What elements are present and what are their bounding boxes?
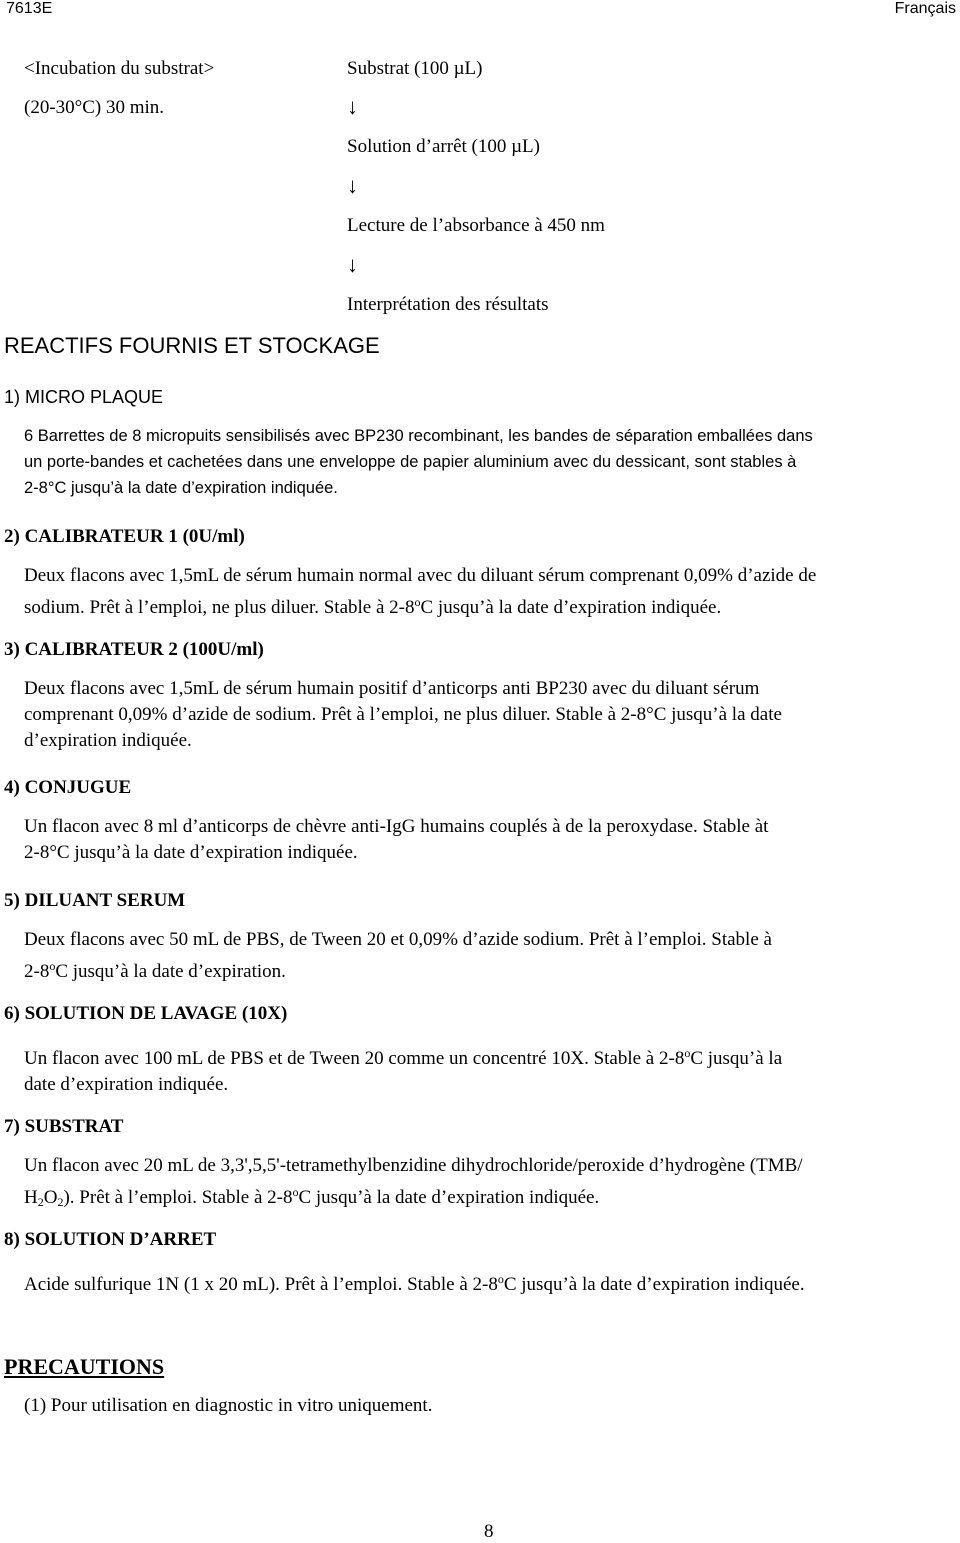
item-heading-calibrateur-2: 3) CALIBRATEUR 2 (100U/ml) — [4, 639, 264, 660]
page-number: 8 — [484, 1521, 494, 1542]
flow-step-lecture: Lecture de l’absorbance à 450 nm — [347, 215, 605, 236]
item-heading-conjugue: 4) CONJUGUE — [4, 777, 132, 798]
section-title-precautions: PRECAUTIONS — [4, 1354, 165, 1379]
item-text-calibrateur-2: Deux flacons avec 1,5mL de sérum humain positif d’anticorps anti BP230 avec du diluant sérum comprenant 0,09% d’azide de sodium. Prêt à l’emploi, ne plus diluer. Stable à 2-8°C jusqu’à la date d’expiration indiquée. — [24, 678, 782, 751]
item-heading-micro-plaque: 1) MICRO PLAQUE — [4, 387, 164, 407]
item-text-conjugue: Un flacon avec 8 ml d’anticorps de chèvre anti-IgG humains couplés à de la peroxydase. Stable àt 2-8°C jusqu’à la date d’expiration indiquée. — [24, 816, 769, 863]
flow-step-arret: Solution d’arrêt (100 µL) — [347, 136, 540, 157]
item-text-diluant-serum: Deux flacons avec 50 mL de PBS, de Tween 20 et 0,09% d’azide sodium. Prêt à l’emploi. Stable à 2-8$^o$C jusqu’à la date d’expiration. — [24, 929, 772, 982]
item-text-micro-plaque: 6 Barrettes de 8 micropuits sensibilisés avec BP230 recombinant, les bandes de séparation emballées dans un porte-bandes et cachetées dans une enveloppe de papier aluminium avec du dessicant, sont stables à 2-8°C jusqu’à la date d’expiration indiquée. — [24, 427, 813, 497]
item-heading-calibrateur-1: 2) CALIBRATEUR 1 (0U/ml) — [4, 526, 245, 547]
flow-step-substrat: Substrat (100 µL) — [347, 58, 483, 79]
incubation-temp-time: (20-30°C) 30 min. — [24, 97, 165, 118]
down-arrow-icon: ↓ — [347, 94, 358, 119]
item-heading-solution-arret: 8) SOLUTION D’ARRET — [4, 1229, 217, 1250]
item-text-solution-arret: Acide sulfurique 1N (1 x 20 mL). Prêt à l’emploi. Stable à 2-8$^o$C jusqu’à la date d’expiration indiquée. — [24, 1272, 805, 1295]
item-heading-solution-lavage: 6) SOLUTION DE LAVAGE (10X) — [4, 1003, 288, 1024]
section-title-reactifs: REACTIFS FOURNIS ET STOCKAGE — [4, 333, 380, 358]
flow-step-interpretation: Interprétation des résultats — [347, 294, 549, 315]
down-arrow-icon: ↓ — [347, 173, 358, 198]
incubation-label: <Incubation du substrat> — [24, 58, 215, 79]
precaution-item: (1) Pour utilisation en diagnostic in vitro uniquement. — [24, 1395, 433, 1416]
item-heading-substrat: 7) SUBSTRAT — [4, 1116, 124, 1137]
document-code: 7613E — [6, 0, 53, 17]
language-label: Français — [894, 0, 956, 17]
item-heading-diluant-serum: 5) DILUANT SERUM — [4, 890, 186, 911]
item-text-solution-lavage: Un flacon avec 100 mL de PBS et de Tween 20 comme un concentré 10X. Stable à 2-8$^o$C jusqu’à la date d’expiration indiquée. — [24, 1046, 783, 1095]
item-text-calibrateur-1: Deux flacons avec 1,5mL de sérum humain normal avec du diluant sérum comprenant 0,09% d’azide de sodium. Prêt à l’emploi, ne plus diluer. Stable à 2-8$^o$C jusqu’à la date d’expiration indiquée. — [24, 565, 817, 618]
down-arrow-icon: ↓ — [347, 252, 358, 277]
item-text-substrat: Un flacon avec 20 mL de 3,3',5,5'-tetramethylbenzidine dihydrochloride/peroxide d’hydrogène (TMB/ $H_2O_2$). Prêt à l’emploi. Stable à 2-8$^o$C jusqu’à la date d’expiration indiquée. — [24, 1155, 803, 1209]
